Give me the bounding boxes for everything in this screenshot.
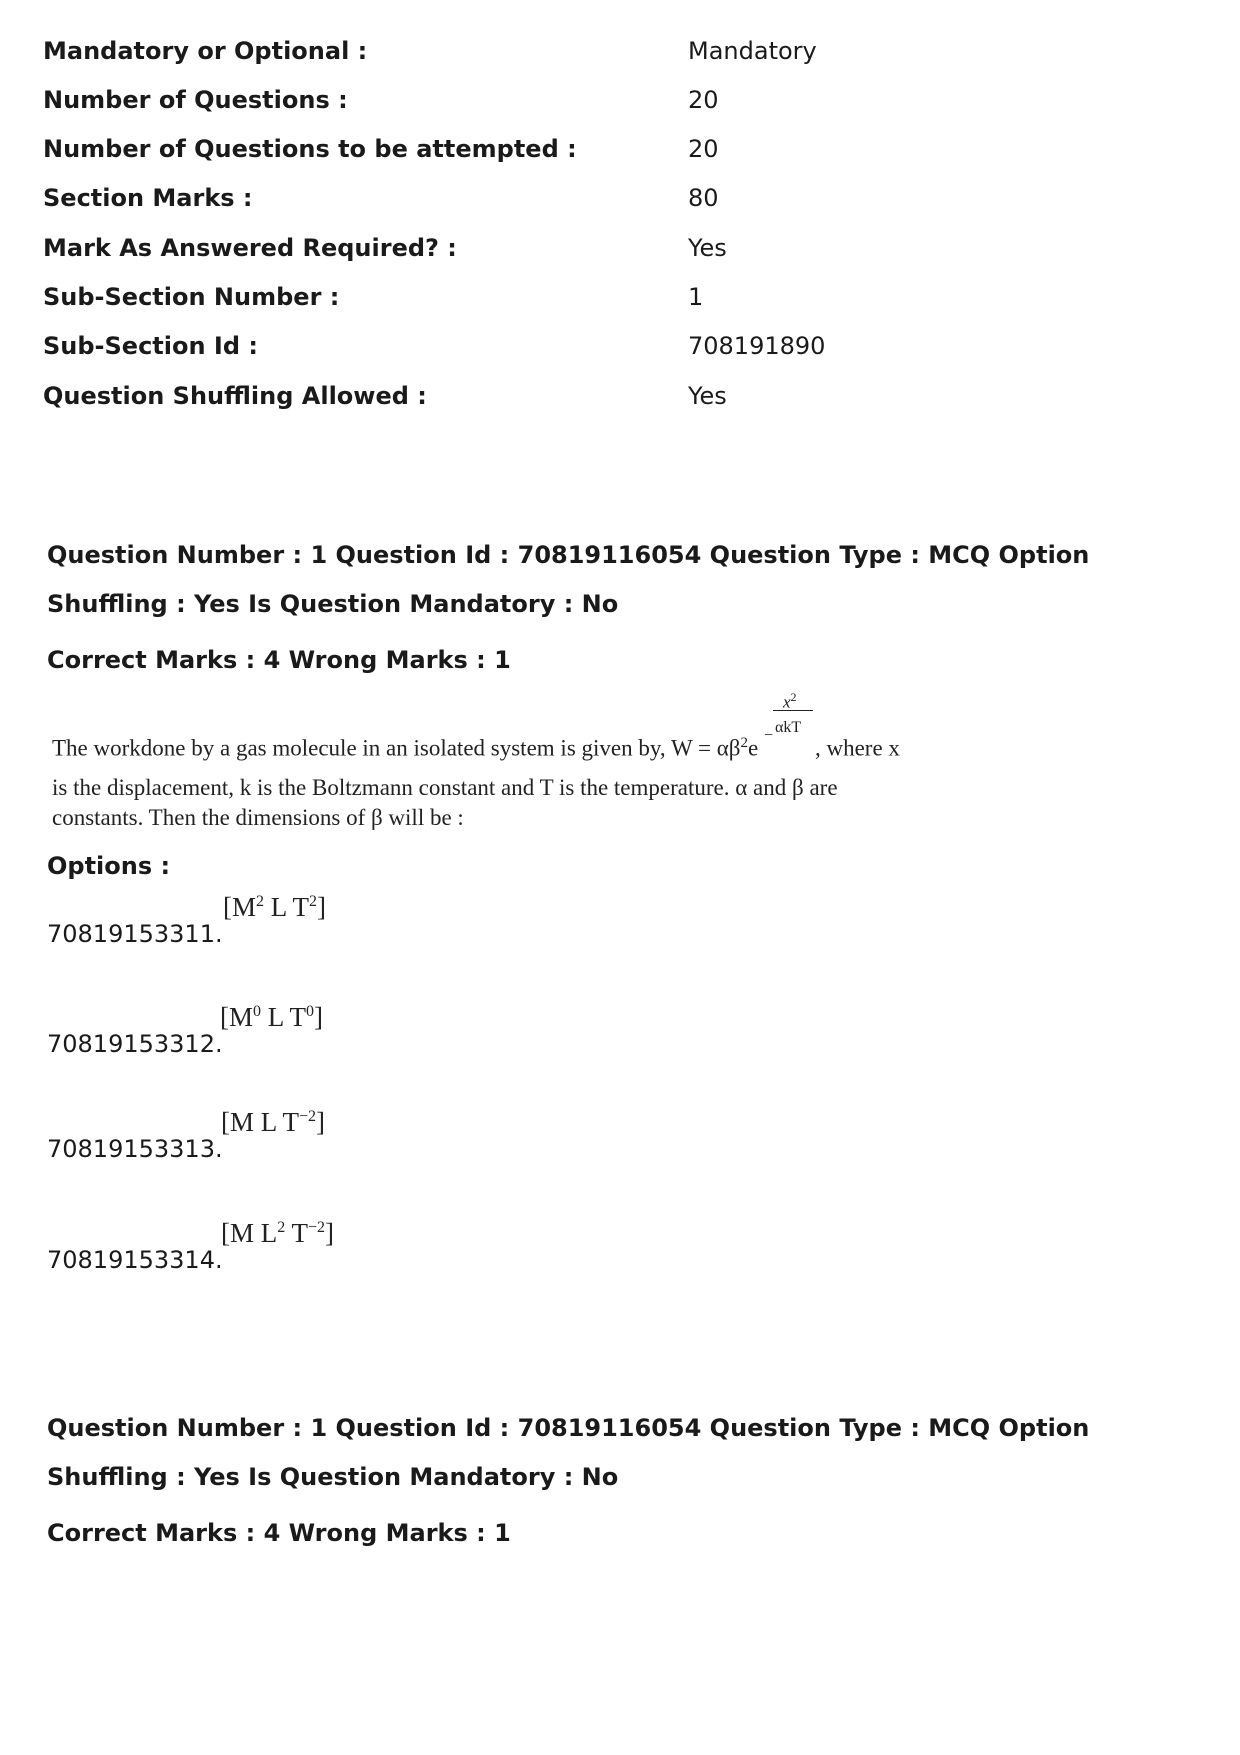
fraction-denominator: αkT: [774, 719, 802, 736]
option-text: ]: [325, 1218, 335, 1248]
info-value: 1: [688, 283, 704, 311]
superscript: 2: [256, 893, 264, 910]
option-id: 70819153312.: [47, 1030, 223, 1058]
option-text: L T: [264, 892, 309, 922]
info-label: Question Shuffling Allowed :: [43, 382, 427, 410]
option-value: [223, 892, 326, 923]
info-value: 20: [688, 135, 719, 163]
superscript: 0: [253, 1003, 261, 1020]
superscript: 2: [740, 735, 748, 751]
option-text: [M L: [221, 1218, 278, 1248]
info-row-num-attempted: [43, 135, 1143, 175]
superscript: 2: [277, 1219, 286, 1236]
option-item: [47, 1002, 323, 1058]
option-item: [47, 892, 326, 948]
info-label: Section Marks :: [43, 184, 253, 212]
option-item: [47, 1218, 335, 1274]
info-row-subsection-id: [43, 332, 1143, 372]
info-value: 20: [688, 86, 719, 114]
info-label: Sub-Section Number :: [43, 283, 340, 311]
info-value: Mandatory: [688, 37, 817, 65]
info-row-subsection-number: [43, 283, 1143, 323]
info-label: Mark As Answered Required? :: [43, 234, 457, 262]
question-text-segment: , where x: [814, 735, 900, 761]
minus-sign: −: [763, 726, 773, 744]
question-header: Question Number : 1 Question Id : 70819116054 Question Type : MCQ Option Shuffling : Yes Is Question Mandatory : No: [47, 1414, 1090, 1491]
info-row-mandatory: [43, 37, 1143, 77]
question-marks: Correct Marks : 4 Wrong Marks : 1: [47, 1519, 511, 1547]
info-label: Number of Questions to be attempted :: [43, 135, 577, 163]
option-value: [221, 1218, 334, 1249]
options-label: Options :: [47, 852, 171, 880]
question-text-line: [52, 690, 900, 767]
question-text-segment: e: [747, 735, 759, 761]
info-row-mark-answered: [43, 234, 1143, 274]
option-item: [47, 1107, 326, 1163]
option-value: [220, 1002, 323, 1033]
option-text: L T: [261, 1002, 306, 1032]
fraction-numerator-var: x: [782, 692, 791, 712]
info-row-section-marks: [43, 184, 1143, 224]
question-header: Question Number : 1 Question Id : 70819116054 Question Type : MCQ Option Shuffling : Yes Is Question Mandatory : No: [47, 541, 1090, 618]
option-text: ]: [314, 1002, 323, 1032]
option-text: [M: [223, 892, 256, 922]
info-value: 80: [688, 184, 719, 212]
exponent-fraction: [773, 690, 815, 758]
fraction-bar: [773, 710, 813, 711]
info-label: Mandatory or Optional :: [43, 37, 368, 65]
question-text-segment: The workdone by a gas molecule in an isolated system is given by, W = αβ: [52, 735, 741, 761]
question-text-line: is the displacement, k is the Boltzmann constant and T is the temperature. α and β are: [52, 775, 838, 800]
option-id: 70819153314.: [47, 1246, 223, 1274]
info-label: Number of Questions :: [43, 86, 348, 114]
question-marks: Correct Marks : 4 Wrong Marks : 1: [47, 646, 511, 674]
info-value: Yes: [688, 382, 727, 410]
info-value: Yes: [688, 234, 727, 262]
option-id: 70819153311.: [47, 920, 223, 948]
option-text: ]: [317, 892, 326, 922]
info-value: 708191890: [688, 332, 826, 360]
superscript: 0: [306, 1003, 314, 1020]
option-text: [M L T: [221, 1107, 299, 1137]
question-text-line: constants. Then the dimensions of β will be :: [52, 805, 464, 830]
option-text: [M: [220, 1002, 253, 1032]
superscript: 2: [309, 893, 317, 910]
info-row-shuffling: [43, 382, 1143, 422]
superscript: −2: [308, 1219, 326, 1236]
info-label: Sub-Section Id :: [43, 332, 258, 360]
info-row-num-questions: [43, 86, 1143, 126]
option-value: [221, 1107, 325, 1138]
option-text: ]: [316, 1107, 326, 1137]
superscript: −2: [299, 1108, 317, 1125]
option-text: T: [285, 1218, 309, 1248]
superscript: 2: [790, 690, 797, 704]
option-id: 70819153313.: [47, 1135, 223, 1163]
